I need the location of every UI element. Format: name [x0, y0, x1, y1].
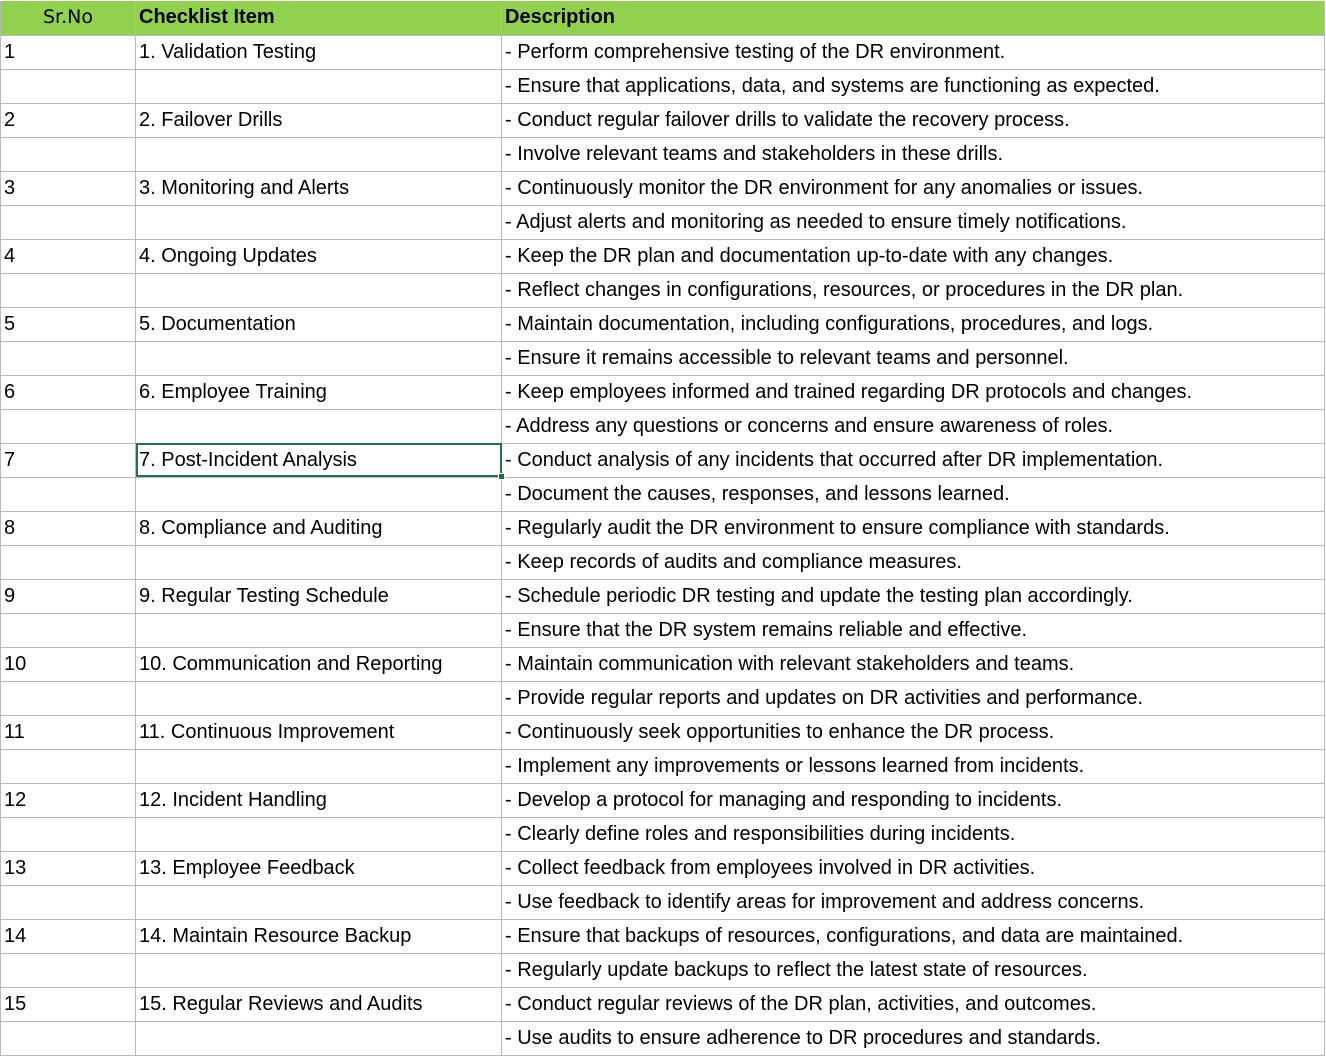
table-row [1, 851, 1325, 885]
table-row [1, 103, 1325, 137]
table-row [1, 375, 1325, 409]
header-checklist-item[interactable]: Checklist Item [136, 1, 502, 35]
cell-description[interactable]: - Maintain communication with relevant stakeholders and teams. [502, 647, 1325, 681]
cell-sr-no[interactable] [1, 409, 136, 443]
cell-checklist-item[interactable] [136, 1021, 502, 1055]
cell-description[interactable]: - Document the causes, responses, and lessons learned. [502, 477, 1325, 511]
cell-sr-no[interactable]: 6 [1, 375, 136, 409]
cell-checklist-item[interactable] [136, 749, 502, 783]
table-row [1, 205, 1325, 239]
cell-description[interactable]: - Regularly audit the DR environment to ensure compliance with standards. [502, 511, 1325, 545]
cell-sr-no[interactable]: 2 [1, 103, 136, 137]
table-row [1, 511, 1325, 545]
cell-description[interactable]: - Regularly update backups to reflect the latest state of resources. [502, 953, 1325, 987]
cell-sr-no[interactable] [1, 681, 136, 715]
cell-description[interactable]: - Keep the DR plan and documentation up-to-date with any changes. [502, 239, 1325, 273]
cell-description[interactable]: - Clearly define roles and responsibilities during incidents. [502, 817, 1325, 851]
cell-sr-no[interactable] [1, 477, 136, 511]
cell-checklist-item[interactable] [136, 409, 502, 443]
cell-checklist-item[interactable]: 15. Regular Reviews and Audits [136, 987, 502, 1021]
header-description[interactable]: Description [502, 1, 1325, 35]
cell-checklist-item[interactable]: 14. Maintain Resource Backup [136, 919, 502, 953]
cell-sr-no[interactable]: 11 [1, 715, 136, 749]
cell-description[interactable]: - Continuously monitor the DR environment for any anomalies or issues. [502, 171, 1325, 205]
cell-description[interactable]: - Conduct analysis of any incidents that occurred after DR implementation. [502, 443, 1325, 477]
table-row [1, 239, 1325, 273]
cell-description[interactable]: - Conduct regular reviews of the DR plan, activities, and outcomes. [502, 987, 1325, 1021]
table-row [1, 1021, 1325, 1055]
cell-description[interactable]: - Conduct regular failover drills to validate the recovery process. [502, 103, 1325, 137]
checklist-table [0, 1, 1325, 1056]
cell-sr-no[interactable]: 10 [1, 647, 136, 681]
table-row [1, 545, 1325, 579]
table-row [1, 69, 1325, 103]
cell-sr-no[interactable]: 7 [1, 443, 136, 477]
table-row [1, 817, 1325, 851]
cell-sr-no[interactable] [1, 613, 136, 647]
cell-checklist-item[interactable]: 11. Continuous Improvement [136, 715, 502, 749]
cell-checklist-item[interactable]: 3. Monitoring and Alerts [136, 171, 502, 205]
cell-description[interactable]: - Ensure that applications, data, and systems are functioning as expected. [502, 69, 1325, 103]
cell-sr-no[interactable] [1, 205, 136, 239]
cell-checklist-item[interactable]: 8. Compliance and Auditing [136, 511, 502, 545]
cell-sr-no[interactable]: 8 [1, 511, 136, 545]
cell-checklist-item[interactable] [136, 545, 502, 579]
cell-checklist-item[interactable] [136, 205, 502, 239]
cell-sr-no[interactable]: 4 [1, 239, 136, 273]
table-row [1, 273, 1325, 307]
table-row [1, 137, 1325, 171]
table-row [1, 35, 1325, 69]
cell-sr-no[interactable]: 1 [1, 35, 136, 69]
cell-checklist-item[interactable]: 6. Employee Training [136, 375, 502, 409]
cell-sr-no[interactable]: 3 [1, 171, 136, 205]
cell-description[interactable]: - Involve relevant teams and stakeholders in these drills. [502, 137, 1325, 171]
cell-description[interactable]: - Perform comprehensive testing of the DR environment. [502, 35, 1325, 69]
cell-sr-no[interactable] [1, 1021, 136, 1055]
table-row [1, 477, 1325, 511]
cell-checklist-item[interactable]: 2. Failover Drills [136, 103, 502, 137]
table-row [1, 987, 1325, 1021]
cell-description[interactable]: - Adjust alerts and monitoring as needed to ensure timely notifications. [502, 205, 1325, 239]
cell-description[interactable]: - Keep records of audits and compliance measures. [502, 545, 1325, 579]
cell-checklist-item[interactable] [136, 341, 502, 375]
cell-sr-no[interactable] [1, 545, 136, 579]
cell-checklist-item[interactable]: 5. Documentation [136, 307, 502, 341]
cell-sr-no[interactable]: 15 [1, 987, 136, 1021]
cell-sr-no[interactable]: 9 [1, 579, 136, 613]
cell-checklist-item[interactable]: 1. Validation Testing [136, 35, 502, 69]
cell-sr-no[interactable]: 5 [1, 307, 136, 341]
cell-sr-no[interactable] [1, 137, 136, 171]
cell-sr-no[interactable] [1, 341, 136, 375]
cell-checklist-item[interactable] [136, 613, 502, 647]
table-row [1, 681, 1325, 715]
cell-description[interactable]: - Schedule periodic DR testing and update the testing plan accordingly. [502, 579, 1325, 613]
cell-description[interactable]: - Ensure that the DR system remains reliable and effective. [502, 613, 1325, 647]
cell-description[interactable]: - Collect feedback from employees involved in DR activities. [502, 851, 1325, 885]
table-row [1, 409, 1325, 443]
cell-checklist-item[interactable] [136, 273, 502, 307]
cell-sr-no[interactable] [1, 69, 136, 103]
cell-checklist-item[interactable]: 13. Employee Feedback [136, 851, 502, 885]
cell-description[interactable]: - Continuously seek opportunities to enhance the DR process. [502, 715, 1325, 749]
cell-checklist-item[interactable] [136, 681, 502, 715]
table-row [1, 885, 1325, 919]
cell-description[interactable]: - Ensure that backups of resources, configurations, and data are maintained. [502, 919, 1325, 953]
table-row [1, 715, 1325, 749]
cell-description[interactable]: - Use audits to ensure adherence to DR procedures and standards. [502, 1021, 1325, 1055]
cell-checklist-item[interactable] [136, 953, 502, 987]
header-row [1, 1, 1325, 35]
table-row [1, 783, 1325, 817]
fill-handle[interactable] [498, 473, 505, 480]
cell-description[interactable]: - Ensure it remains accessible to relevant teams and personnel. [502, 341, 1325, 375]
cell-sr-no[interactable]: 13 [1, 851, 136, 885]
cell-sr-no[interactable] [1, 953, 136, 987]
cell-sr-no[interactable] [1, 749, 136, 783]
cell-sr-no[interactable] [1, 885, 136, 919]
cell-description[interactable]: - Address any questions or concerns and ensure awareness of roles. [502, 409, 1325, 443]
table-row [1, 171, 1325, 205]
cell-checklist-item[interactable] [136, 817, 502, 851]
cell-description[interactable]: - Provide regular reports and updates on DR activities and performance. [502, 681, 1325, 715]
cell-checklist-item[interactable]: 10. Communication and Reporting [136, 647, 502, 681]
cell-checklist-item[interactable]: 7. Post-Incident Analysis [136, 443, 502, 477]
cell-description[interactable]: - Develop a protocol for managing and responding to incidents. [502, 783, 1325, 817]
table-row [1, 919, 1325, 953]
cell-description[interactable]: - Implement any improvements or lessons learned from incidents. [502, 749, 1325, 783]
cell-description[interactable]: - Reflect changes in configurations, resources, or procedures in the DR plan. [502, 273, 1325, 307]
table-row [1, 443, 1325, 477]
cell-checklist-item[interactable] [136, 137, 502, 171]
table-row [1, 613, 1325, 647]
cell-checklist-item[interactable]: 4. Ongoing Updates [136, 239, 502, 273]
cell-checklist-item[interactable] [136, 69, 502, 103]
cell-checklist-item[interactable]: 12. Incident Handling [136, 783, 502, 817]
table-row [1, 647, 1325, 681]
cell-sr-no[interactable] [1, 817, 136, 851]
table-row [1, 307, 1325, 341]
table-row [1, 341, 1325, 375]
table-row [1, 953, 1325, 987]
cell-description[interactable]: - Keep employees informed and trained regarding DR protocols and changes. [502, 375, 1325, 409]
cell-checklist-item[interactable]: 9. Regular Testing Schedule [136, 579, 502, 613]
cell-sr-no[interactable] [1, 273, 136, 307]
cell-description[interactable]: - Maintain documentation, including configurations, procedures, and logs. [502, 307, 1325, 341]
cell-sr-no[interactable]: 12 [1, 783, 136, 817]
cell-checklist-item[interactable] [136, 885, 502, 919]
table-row [1, 579, 1325, 613]
cell-sr-no[interactable]: 14 [1, 919, 136, 953]
header-sr-no[interactable]: Sr.No [1, 1, 136, 35]
cell-checklist-item[interactable] [136, 477, 502, 511]
table-row [1, 749, 1325, 783]
cell-description[interactable]: - Use feedback to identify areas for improvement and address concerns. [502, 885, 1325, 919]
